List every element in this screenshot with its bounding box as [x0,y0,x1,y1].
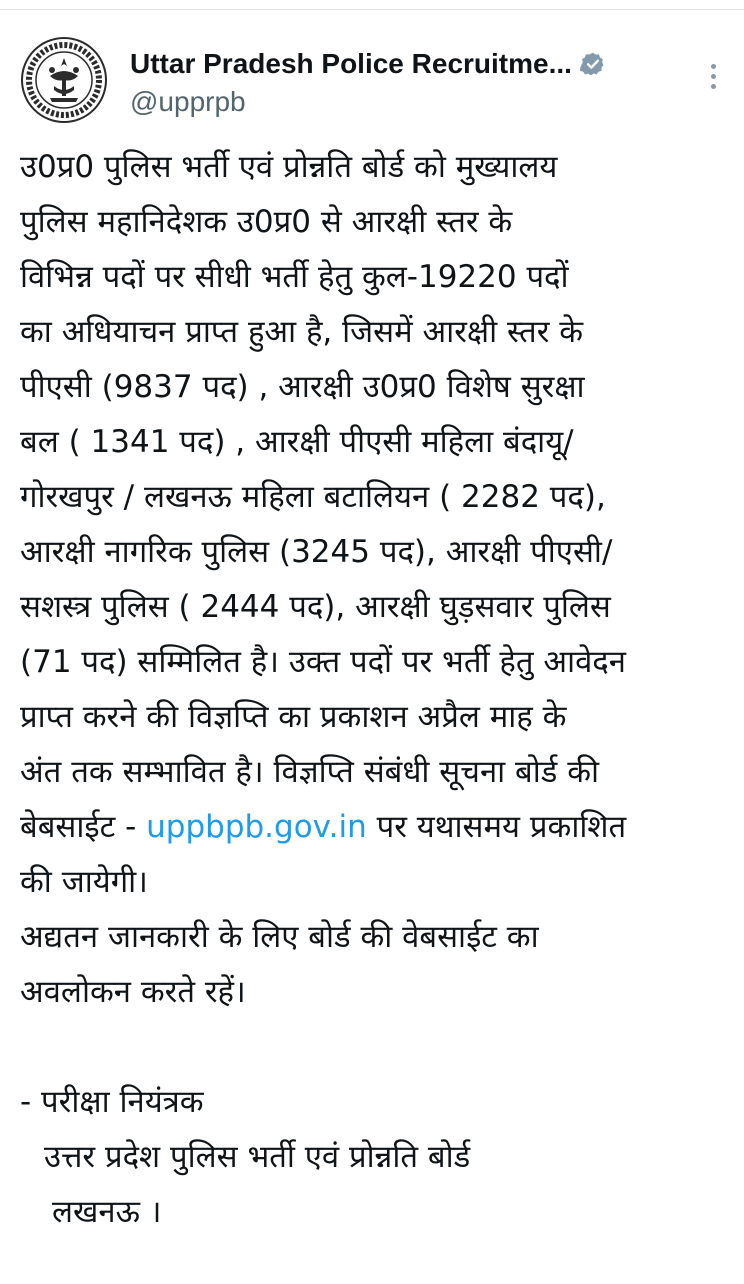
post-text-line: पुलिस महानिदेशक उ0प्र0 से आरक्षी स्तर के [20,204,513,240]
post-text-line: आरक्षी नागरिक पुलिस (3245 पद), आरक्षी पीएसी/ [20,534,613,570]
post-text-line: (71 पद) सम्मिलित है। उक्त पदों पर भर्ती हेतु आवेदन [20,644,626,680]
post-text-line: अद्यतन जानकारी के लिए बोर्ड की वेबसाईट का [20,919,539,955]
post-text [20,140,732,1240]
post-header [0,10,744,120]
post-text-line: सशस्त्र पुलिस ( 2444 पद), आरक्षी घुड़सवार पुलिस [20,589,611,625]
post-text-line: बल ( 1341 पद) , आरक्षी पीएसी महिला बंदायू/ [20,424,574,460]
website-suffix: पर यथासमय प्रकाशित [366,809,627,845]
paragraph-gap [20,1020,732,1075]
post-text-line: पीएसी (9837 पद) , आरक्षी उ0प्र0 विशेष सुरक्षा [20,369,585,405]
website-line [20,800,732,855]
signature-title: - परीक्षा नियंत्रक [20,1084,204,1120]
post-text-line: का अधियाचन प्राप्त हुआ है, जिसमें आरक्षी स्तर के [20,314,584,350]
signature-city: लखनऊ । [52,1194,162,1230]
post-text-line: प्राप्त करने की विज्ञप्ति का प्रकाशन अप्रैल माह के [20,699,567,735]
avatar[interactable] [20,36,108,124]
post-text-line: विभिन्न पदों पर सीधी भर्ती हेतु कुल-19220 पदों [20,259,569,295]
verified-badge-icon [580,51,606,77]
police-emblem-icon [20,36,108,124]
signature-organization: उत्तर प्रदेश पुलिस भर्ती एवं प्रोन्नति बोर्ड [44,1139,471,1175]
post-text-line: की जायेगी। [20,864,148,900]
post-text-line: उ0प्र0 पुलिस भर्ती एवं प्रोन्नति बोर्ड को मुख्यालय [20,149,558,185]
author-handle[interactable]: @upprpb [130,86,246,117]
website-prefix: बेबसाईट - [20,809,147,845]
website-link[interactable]: uppbpb.gov.in [146,809,367,845]
author-display-name[interactable]: Uttar Pradesh Police Recruitme... [130,48,572,79]
author-name-row[interactable] [130,48,606,80]
post-text-line: गोरखपुर / लखनऊ महिला बटालियन ( 2282 पद), [20,479,606,515]
more-vertical-icon[interactable] [703,64,723,94]
post-text-line: अवलोकन करते रहें। [20,974,246,1010]
top-divider [0,0,744,10]
post-text-line: अंत तक सम्भावित है। विज्ञप्ति संबंधी सूचना बोर्ड की [20,754,600,790]
